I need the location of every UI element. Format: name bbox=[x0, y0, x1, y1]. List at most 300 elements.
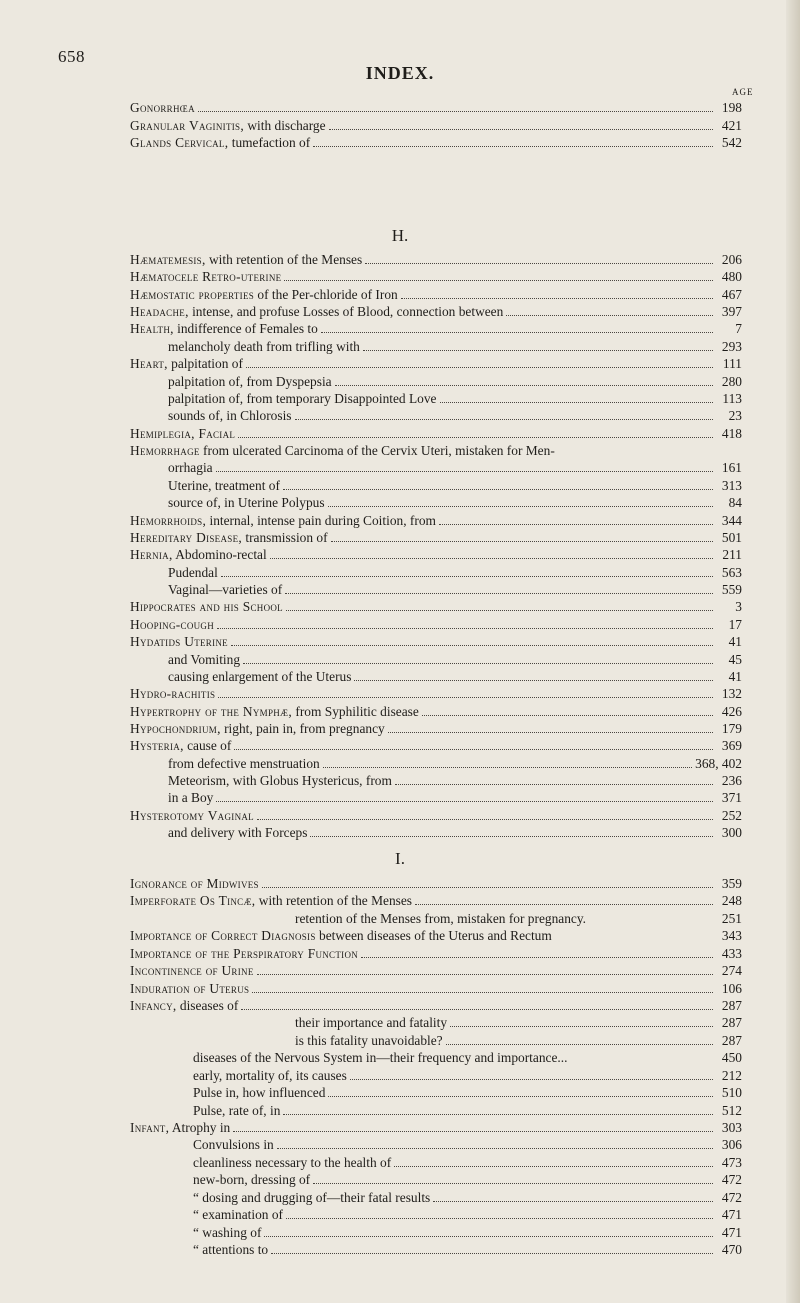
entry-subtext: Abdomino-rectal bbox=[172, 547, 267, 563]
index-entry bbox=[130, 355, 742, 372]
page-reference: 369 bbox=[721, 738, 742, 754]
dot-leader bbox=[335, 385, 713, 386]
page-reference: 433 bbox=[721, 945, 742, 961]
entry-text bbox=[193, 1154, 391, 1171]
page-reference: 132 bbox=[721, 686, 742, 702]
index-entry bbox=[130, 807, 742, 824]
index-entry bbox=[130, 1119, 742, 1136]
page-reference: 563 bbox=[721, 564, 742, 580]
dot-leader bbox=[264, 1236, 713, 1237]
dot-leader bbox=[270, 558, 713, 559]
dot-leader bbox=[350, 1079, 713, 1080]
page-reference: 251 bbox=[721, 910, 742, 926]
dot-leader bbox=[243, 663, 713, 664]
entry-subtext: early, mortality of, its causes bbox=[193, 1067, 347, 1083]
entry-text bbox=[130, 720, 385, 737]
entry-subtext: tumefaction of bbox=[228, 135, 311, 150]
entry-text bbox=[168, 407, 292, 424]
entry-text bbox=[130, 875, 259, 892]
page-reference: 113 bbox=[722, 390, 742, 406]
dot-leader bbox=[216, 471, 713, 472]
index-entry bbox=[168, 564, 742, 581]
entry-text bbox=[130, 1119, 230, 1136]
page-reference: 236 bbox=[721, 773, 742, 789]
entry-text bbox=[130, 807, 254, 824]
index-entry bbox=[130, 720, 742, 737]
page-reference: 161 bbox=[721, 460, 742, 476]
page-number: 658 bbox=[58, 47, 85, 66]
page-reference: 472 bbox=[721, 1189, 742, 1205]
entry-subtext: cause of bbox=[183, 738, 232, 754]
page-reference: 303 bbox=[721, 1120, 742, 1136]
dot-leader bbox=[328, 506, 713, 507]
index-entry bbox=[130, 442, 742, 459]
entry-term: Hooping-cough bbox=[130, 616, 215, 632]
index-entry bbox=[295, 1032, 742, 1049]
entry-subtext: orrhagia bbox=[168, 460, 213, 476]
page-reference: 293 bbox=[721, 338, 742, 354]
page-reference: 510 bbox=[721, 1085, 742, 1101]
entry-subtext: Pudendal bbox=[168, 564, 218, 580]
entry-subtext: intense, and profuse Losses of Blood, connection between bbox=[188, 304, 504, 320]
entry-text bbox=[295, 1032, 443, 1049]
dot-leader bbox=[365, 263, 713, 264]
entry-text bbox=[193, 1171, 310, 1188]
entry-text bbox=[168, 494, 325, 511]
index-entry bbox=[168, 373, 742, 390]
page-reference: 306 bbox=[721, 1137, 742, 1153]
page-reference: 41 bbox=[728, 634, 742, 650]
page-reference: 313 bbox=[721, 477, 742, 493]
dot-leader bbox=[271, 1253, 713, 1254]
page-reference: 7 bbox=[735, 321, 742, 337]
entry-text bbox=[168, 390, 437, 407]
entry-term: Hemiplegia, Facial bbox=[130, 425, 236, 441]
dot-leader bbox=[395, 784, 713, 785]
page-reference: 418 bbox=[721, 425, 742, 441]
entry-subtext: “ dosing and drugging of—their fatal results bbox=[193, 1189, 431, 1205]
entry-text bbox=[130, 529, 328, 546]
dot-leader bbox=[216, 801, 713, 802]
entry-text bbox=[193, 1224, 261, 1241]
page-reference: 470 bbox=[721, 1242, 742, 1258]
page-reference: 300 bbox=[721, 825, 742, 841]
index-entry bbox=[130, 892, 742, 909]
index-entry bbox=[193, 1206, 742, 1223]
entry-subtext: and delivery with Forceps bbox=[168, 825, 308, 841]
page-reference: 248 bbox=[721, 893, 742, 909]
index-entry bbox=[193, 1224, 742, 1241]
index-entry bbox=[168, 459, 742, 476]
dot-leader bbox=[231, 645, 713, 646]
entry-text bbox=[193, 1084, 325, 1101]
entry-term: Hypertrophy of the Nymphæ, bbox=[130, 703, 293, 719]
index-entry bbox=[130, 945, 742, 962]
index-entry bbox=[130, 875, 742, 892]
entry-subtext: new-born, dressing of bbox=[193, 1172, 311, 1188]
page-reference: 17 bbox=[728, 616, 742, 632]
dot-leader bbox=[310, 836, 713, 837]
page-reference: 211 bbox=[722, 547, 742, 563]
entry-term: Hemorrhage bbox=[130, 443, 200, 459]
index-entry bbox=[130, 303, 742, 320]
entry-text bbox=[130, 286, 398, 303]
entry-text bbox=[295, 1014, 447, 1031]
index-entry bbox=[130, 546, 742, 563]
entry-term: Hæmatocele Retro-uterine bbox=[130, 269, 282, 285]
dot-leader bbox=[446, 1044, 713, 1045]
index-entry bbox=[295, 910, 742, 927]
index-entry bbox=[130, 598, 742, 615]
entry-term: Hemorrhoids, bbox=[130, 512, 207, 528]
page-reference: 344 bbox=[721, 512, 742, 528]
page-reference: 23 bbox=[728, 408, 742, 424]
page-reference: 559 bbox=[721, 582, 742, 598]
page-reference: 280 bbox=[721, 373, 742, 389]
entry-text bbox=[130, 980, 249, 997]
index-entry bbox=[168, 755, 742, 772]
entry-term: Heart, bbox=[130, 356, 168, 372]
entry-subtext: between diseases of the Uterus and Rectum bbox=[315, 928, 552, 944]
dot-leader bbox=[415, 904, 713, 905]
entry-text bbox=[130, 442, 555, 459]
entry-text bbox=[130, 425, 235, 442]
page-reference: 512 bbox=[721, 1102, 742, 1118]
index-entry bbox=[130, 268, 742, 285]
page-reference: 542 bbox=[721, 135, 742, 150]
page-reference: 471 bbox=[721, 1207, 742, 1223]
entry-text bbox=[168, 789, 213, 806]
index-entry bbox=[130, 703, 742, 720]
dot-leader bbox=[284, 280, 713, 281]
dot-leader bbox=[328, 1096, 713, 1097]
entry-subtext: causing enlargement of the Uterus bbox=[168, 668, 352, 684]
dot-leader bbox=[439, 524, 713, 525]
page-reference: 471 bbox=[721, 1224, 742, 1240]
entry-text bbox=[193, 1241, 268, 1258]
entry-subtext: indifference of Females to bbox=[173, 321, 318, 337]
page-reference: 179 bbox=[721, 720, 742, 736]
dot-leader bbox=[283, 489, 713, 490]
dot-leader bbox=[285, 593, 713, 594]
entry-text bbox=[193, 1102, 280, 1119]
index-entry bbox=[130, 685, 742, 702]
entry-subtext: Pulse in, how influenced bbox=[193, 1085, 326, 1101]
entry-term: Importance of the Perspiratory Function bbox=[130, 945, 359, 961]
entry-subtext: is this fatality unavoidable? bbox=[295, 1032, 443, 1048]
entry-subtext: internal, intense pain during Coition, from bbox=[206, 512, 436, 528]
page-reference: 84 bbox=[728, 495, 742, 511]
index-entry bbox=[193, 1067, 742, 1084]
entry-text bbox=[193, 1189, 430, 1206]
entry-term: Ignorance of Midwives bbox=[130, 876, 259, 891]
entry-text bbox=[130, 355, 243, 372]
entry-text bbox=[130, 598, 283, 615]
entry-subtext: in a Boy bbox=[168, 790, 214, 806]
entry-text bbox=[193, 1136, 274, 1153]
index-entry bbox=[130, 529, 742, 546]
entry-text bbox=[130, 546, 267, 563]
page-reference: 252 bbox=[721, 807, 742, 823]
index-entry bbox=[193, 1171, 742, 1188]
entry-subtext: Vaginal—varieties of bbox=[168, 582, 283, 598]
entry-subtext: from ulcerated Carcinoma of the Cervix Uteri, mistaken for Men- bbox=[199, 443, 555, 459]
entry-term: Hysterotomy Vaginal bbox=[130, 807, 254, 823]
page-reference: 343 bbox=[721, 928, 742, 944]
entry-subtext: from Syphilitic disease bbox=[292, 703, 419, 719]
entry-subtext: and Vomiting bbox=[168, 651, 241, 667]
index-entry bbox=[168, 581, 742, 598]
page-reference: 480 bbox=[721, 269, 742, 285]
entry-subtext: Convulsions in bbox=[193, 1137, 274, 1153]
entry-subtext: diseases of the Nervous System in—their frequency and importance... bbox=[193, 1050, 568, 1066]
dot-leader bbox=[506, 315, 713, 316]
entry-text bbox=[168, 338, 360, 355]
dot-leader bbox=[277, 1148, 713, 1149]
index-entry bbox=[168, 789, 742, 806]
entry-term: Gonorrhœa bbox=[130, 100, 195, 115]
page-reference: 421 bbox=[721, 117, 742, 133]
entry-text bbox=[130, 512, 436, 529]
index-entry bbox=[130, 425, 742, 442]
entry-text bbox=[193, 1067, 347, 1084]
section-heading-h: H. bbox=[391, 226, 409, 245]
entry-term: Granular Vaginitis, bbox=[130, 117, 244, 133]
entry-text bbox=[130, 303, 503, 320]
page-reference: 287 bbox=[721, 1015, 742, 1031]
entry-term: Imperforate Os Tincæ, bbox=[130, 893, 256, 909]
page-reference: 198 bbox=[721, 100, 742, 115]
index-entry bbox=[168, 651, 742, 668]
dot-leader bbox=[422, 715, 713, 716]
dot-leader bbox=[313, 1183, 713, 1184]
entry-term: Hernia, bbox=[130, 547, 173, 563]
index-entry bbox=[168, 338, 742, 355]
index-entry bbox=[168, 390, 742, 407]
dot-leader bbox=[295, 419, 713, 420]
page-reference: 472 bbox=[721, 1172, 742, 1188]
dot-leader bbox=[217, 628, 713, 629]
entry-text bbox=[193, 1049, 567, 1066]
entry-term: Hippocrates and his School bbox=[130, 599, 283, 615]
entry-text bbox=[130, 99, 195, 116]
entry-subtext: Uterine, treatment of bbox=[168, 477, 280, 493]
page-reference: 111 bbox=[722, 356, 742, 372]
dot-leader bbox=[401, 298, 713, 299]
index-entry bbox=[168, 477, 742, 494]
entry-text bbox=[130, 117, 326, 134]
entry-term: Hydatids Uterine bbox=[130, 634, 228, 650]
entry-subtext: Pulse, rate of, in bbox=[193, 1102, 281, 1118]
dot-leader bbox=[321, 332, 713, 333]
entry-text bbox=[130, 616, 214, 633]
dot-leader bbox=[286, 610, 713, 611]
page-reference: 287 bbox=[721, 1032, 742, 1048]
page-edge bbox=[786, 0, 800, 1303]
index-entry bbox=[193, 1241, 742, 1258]
index-entry bbox=[193, 1154, 742, 1171]
entry-subtext: retention of the Menses from, mistaken for pregnancy. bbox=[295, 910, 587, 926]
dot-leader bbox=[262, 887, 713, 888]
entry-subtext: with retention of the Menses bbox=[205, 252, 363, 267]
dot-leader bbox=[323, 767, 692, 768]
entry-text bbox=[130, 268, 281, 285]
dot-leader bbox=[433, 1201, 713, 1202]
index-entry bbox=[130, 980, 742, 997]
entry-subtext: diseases of bbox=[176, 998, 239, 1013]
entry-subtext: source of, in Uterine Polypus bbox=[168, 495, 325, 511]
index-entry bbox=[193, 1049, 742, 1066]
entry-subtext: their importance and fatality bbox=[295, 1015, 448, 1031]
dot-leader bbox=[388, 732, 713, 733]
entry-text bbox=[168, 564, 218, 581]
entry-text bbox=[130, 703, 419, 720]
entry-term: Hysteria, bbox=[130, 738, 184, 754]
dot-leader bbox=[221, 576, 713, 577]
index-entry bbox=[130, 633, 742, 650]
entry-text bbox=[130, 927, 552, 944]
entry-term: Hypochondrium, bbox=[130, 720, 221, 736]
index-entry bbox=[193, 1084, 742, 1101]
entry-text bbox=[130, 320, 318, 337]
page-reference: 3 bbox=[735, 599, 742, 615]
entry-term: Hæmatemesis, bbox=[130, 252, 206, 267]
entry-text bbox=[168, 668, 351, 685]
entry-text bbox=[295, 910, 586, 927]
index-entry bbox=[193, 1102, 742, 1119]
entry-text bbox=[130, 997, 238, 1014]
entry-term: Glands Cervical, bbox=[130, 135, 229, 150]
entry-text bbox=[193, 1206, 283, 1223]
index-entry bbox=[168, 824, 742, 841]
entry-text bbox=[130, 945, 358, 962]
index-entry bbox=[130, 737, 742, 754]
entry-subtext: from defective menstruation bbox=[168, 755, 320, 771]
dot-leader bbox=[218, 697, 713, 698]
index-entry bbox=[168, 494, 742, 511]
dot-leader bbox=[450, 1026, 713, 1027]
page-reference: 501 bbox=[721, 529, 742, 545]
index-entry bbox=[130, 927, 742, 944]
entry-text bbox=[168, 824, 307, 841]
entry-subtext: melancholy death from trifling with bbox=[168, 338, 360, 354]
page-reference: 106 bbox=[721, 980, 742, 996]
entry-term: Health, bbox=[130, 321, 174, 337]
entry-text bbox=[168, 755, 320, 772]
index-entry bbox=[168, 772, 742, 789]
entry-subtext: “ washing of bbox=[193, 1224, 262, 1240]
page-reference: 473 bbox=[721, 1154, 742, 1170]
entry-text bbox=[130, 134, 310, 151]
dot-leader bbox=[252, 992, 713, 993]
page-reference: 426 bbox=[721, 703, 742, 719]
index-entry bbox=[193, 1136, 742, 1153]
dot-leader bbox=[246, 367, 713, 368]
page-reference: 274 bbox=[721, 963, 742, 979]
entry-subtext: right, pain in, from pregnancy bbox=[220, 720, 385, 736]
dot-leader bbox=[331, 541, 713, 542]
dot-leader bbox=[354, 680, 713, 681]
dot-leader bbox=[313, 146, 713, 147]
dot-leader bbox=[329, 129, 713, 130]
entry-term: Headache, bbox=[130, 304, 189, 320]
page-reference: 45 bbox=[728, 651, 742, 667]
index-entry bbox=[193, 1189, 742, 1206]
dot-leader bbox=[198, 111, 713, 112]
dot-leader bbox=[440, 402, 714, 403]
index-entry bbox=[130, 320, 742, 337]
entry-subtext: with discharge bbox=[244, 117, 326, 133]
entry-term: Hæmostatic properties bbox=[130, 286, 255, 302]
entry-subtext: of the Per-chloride of Iron bbox=[254, 286, 398, 302]
index-entry bbox=[130, 616, 742, 633]
index-entry bbox=[168, 407, 742, 424]
index-entry bbox=[130, 251, 742, 268]
entry-subtext: palpitation of, from Dyspepsia bbox=[168, 373, 332, 389]
page-reference: 359 bbox=[721, 876, 742, 891]
index-entry bbox=[130, 286, 742, 303]
entry-subtext: palpitation of, from temporary Disappointed Love bbox=[168, 390, 437, 406]
entry-text bbox=[168, 477, 280, 494]
dot-leader bbox=[257, 974, 713, 975]
running-title: INDEX. bbox=[365, 63, 435, 83]
entry-subtext: sounds of, in Chlorosis bbox=[168, 408, 292, 424]
entry-text bbox=[130, 685, 215, 702]
page-column-label: AGE bbox=[732, 87, 754, 97]
entry-subtext: cleanliness necessary to the health of bbox=[193, 1154, 392, 1170]
page-reference: 467 bbox=[721, 286, 742, 302]
dot-leader bbox=[238, 437, 713, 438]
index-entry bbox=[130, 997, 742, 1014]
entry-term: Incontinence of Urine bbox=[130, 963, 254, 979]
entry-term: Infancy, bbox=[130, 998, 177, 1013]
dot-leader bbox=[241, 1009, 713, 1010]
dot-leader bbox=[286, 1218, 713, 1219]
entry-text bbox=[168, 373, 332, 390]
entry-term: Infant, bbox=[130, 1120, 170, 1136]
dot-leader bbox=[361, 957, 713, 958]
index-entry bbox=[130, 512, 742, 529]
page-reference: 206 bbox=[721, 252, 742, 267]
index-entry bbox=[130, 117, 742, 134]
section-heading-i: I. bbox=[395, 849, 405, 868]
entry-subtext: Atrophy in bbox=[169, 1120, 231, 1136]
entry-text bbox=[130, 251, 362, 268]
entry-text bbox=[168, 772, 392, 789]
dot-leader bbox=[234, 749, 713, 750]
page-reference: 287 bbox=[721, 998, 742, 1013]
index-entry bbox=[130, 134, 742, 151]
page-reference: 212 bbox=[721, 1067, 742, 1083]
index-entry bbox=[168, 668, 742, 685]
entry-term: Hereditary Disease, bbox=[130, 529, 243, 545]
entry-text bbox=[130, 633, 228, 650]
entry-subtext: transmission of bbox=[242, 529, 328, 545]
page-reference: 368, 402 bbox=[695, 755, 742, 771]
page-reference: 397 bbox=[721, 304, 742, 320]
entry-subtext: “ attentions to bbox=[193, 1242, 269, 1258]
entry-subtext: palpitation of bbox=[167, 356, 243, 372]
dot-leader bbox=[233, 1131, 713, 1132]
entry-text bbox=[168, 459, 213, 476]
page-reference: 41 bbox=[728, 668, 742, 684]
dot-leader bbox=[283, 1114, 713, 1115]
entry-term: Hydro-rachitis bbox=[130, 686, 216, 702]
entry-text bbox=[130, 962, 254, 979]
entry-term: Induration of Uterus bbox=[130, 980, 250, 996]
index-entry bbox=[295, 1014, 742, 1031]
dot-leader bbox=[257, 819, 713, 820]
